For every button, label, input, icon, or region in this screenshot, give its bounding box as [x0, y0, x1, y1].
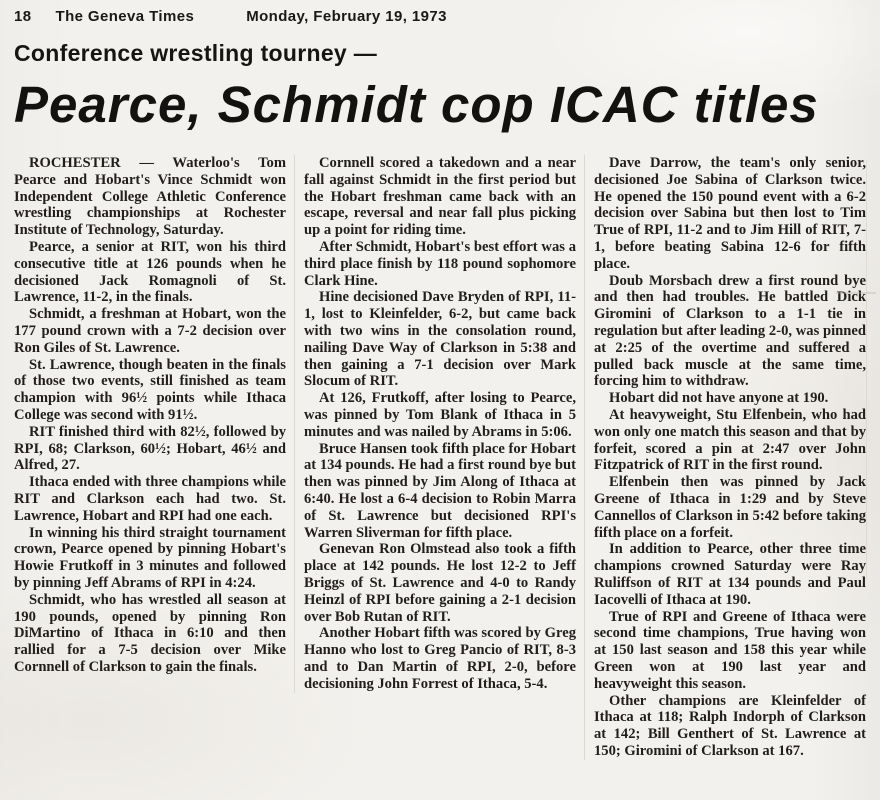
paragraph: Elfenbein then was pinned by Jack Greene of Ithaca in 1:29 and by Steve Cannellos of Clarkson in 5:42 before taking fifth place on a forfeit. [594, 474, 866, 541]
paragraph: In winning his third straight tournament crown, Pearce opened by pinning Hobart's Howie Frutkoff in 3 minutes and followed by pinning Jeff Abrams of RPI in 4:24. [14, 524, 286, 591]
masthead [14, 8, 866, 25]
paragraph: St. Lawrence, though beaten in the finals of those two events, still finished as team champion with 96½ points while Ithaca College was second with 91½. [14, 356, 286, 423]
paragraph: True of RPI and Greene of Ithaca were second time champions, True having won at 150 last season and 158 this year while Green won at 190 last year and heavyweight this season. [594, 608, 866, 692]
paragraph: At 126, Frutkoff, after losing to Pearce, was pinned by Tom Blank of Ithaca in 5 minutes and was nailed by Abrams in 5:06. [304, 390, 576, 440]
paragraph: Ithaca ended with three champions while RIT and Clarkson each had two. St. Lawrence, Hobart and RPI had one each. [14, 474, 286, 524]
paragraph: Pearce, a senior at RIT, won his third consecutive title at 126 pounds when he decisioned Jack Romagnoli of St. Lawrence, 11-2, in the finals. [14, 238, 286, 306]
newspaper-name: The Geneva Times [55, 8, 195, 25]
article-body [14, 155, 866, 760]
paragraph: Hine decisioned Dave Bryden of RPI, 11-1, lost to Kleinfelder, 6-2, but came back with two wins in the consolation round, nailing Dave Way of Clarkson in 5:38 and then gaining a 7-1 decision over Mark Slocum of RIT. [304, 289, 576, 390]
paragraph: After Schmidt, Hobart's best effort was a third place finish by 118 pound sophomore Clark Hine. [304, 238, 576, 289]
paragraph: Dave Darrow, the team's only senior, decisioned Joe Sabina of Clarkson twice. He opened the 150 pound event with a 6-2 decision over Sabina but then lost to Tim True of RPI, 11-2 and to Jim Hill of RIT, 7-1, before beating Sabina 12-6 for fifth place. [594, 155, 866, 272]
paragraph: Other champions are Kleinfelder of Ithaca at 118; Ralph Indorph of Clarkson at 142; Bill Genthert of St. Lawrence at 150; Giromini of Clarkson at 167. [594, 692, 866, 759]
news-column-2 [294, 155, 576, 693]
paragraph: Schmidt, a freshman at Hobart, won the 177 pound crown with a 7-2 decision over Ron Giles of St. Lawrence. [14, 306, 286, 356]
paragraph: Bruce Hansen took fifth place for Hobart at 134 pounds. He had a first round bye but then was pinned by Jim Along of Ithaca at 6:40. He lost a 6-4 decision to Robin Marra of St. Lawrence but decisioned RPI's Warren Sliverman for fifth place. [304, 440, 576, 541]
paragraph: ROCHESTER — Waterloo's Tom Pearce and Hobart's Vince Schmidt won Independent College Athletic Conference wrestling championships at Rochester Institute of Technology, Saturday. [14, 155, 286, 239]
paragraph: Genevan Ron Olmstead also took a fifth place at 142 pounds. He lost 12-2 to Jeff Briggs of St. Lawrence and 4-0 to Randy Heinzl of RPI before gaining a 2-1 decision over Bob Rutan of RIT. [304, 541, 576, 625]
issue-date: Monday, February 19, 1973 [246, 8, 447, 25]
news-column-1 [14, 155, 286, 676]
news-column-3 [584, 155, 866, 760]
paragraph: Another Hobart fifth was scored by Greg Hanno who lost to Greg Pancio of RIT, 8-3 and to Dan Martin of RPI, 2-0, before decisioning John Forrest of Ithaca, 5-4. [304, 625, 576, 692]
paragraph: Cornnell scored a takedown and a near fall against Schmidt in the first period but the Hobart freshman came back with an escape, reversal and near fall plus picking up a point for riding time. [304, 155, 576, 239]
article-headline: Pearce, Schmidt cop ICAC titles [14, 76, 819, 133]
paragraph: Schmidt, who has wrestled all season at 190 pounds, opened by pinning Ron DiMartino of Ithaca in 6:10 and then rallied for a 7-5 decision over Mike Cornnell of Clarkson to gain the finals. [14, 591, 286, 675]
paragraph: Doub Morsbach drew a first round bye and then had troubles. He battled Dick Giromini of Clarkson to a 1-1 tie in regulation but after leading 2-0, was pinned at 2:25 of the overtime and suffered a pulled back muscle at the same time, forcing him to withdraw. [594, 272, 866, 390]
paragraph: Hobart did not have anyone at 190. [609, 390, 829, 407]
paragraph: In addition to Pearce, other three time champions crowned Saturday were Ray Ruliffson of RIT at 134 pounds and Paul Iacovelli of Ithaca at 190. [594, 541, 866, 608]
paragraph: At heavyweight, Stu Elfenbein, who had won only one match this season and that by forfeit, scored a pin at 2:47 over John Fitzpatrick of RIT in the first round. [594, 406, 866, 474]
page-number: 18 [14, 8, 32, 25]
paragraph: RIT finished third with 82½, followed by RPI, 68; Clarkson, 60½; Hobart, 46½ and Alfred, 27. [14, 423, 286, 474]
scan-artifact [866, 160, 867, 580]
article-kicker: Conference wrestling tourney — [14, 40, 378, 66]
